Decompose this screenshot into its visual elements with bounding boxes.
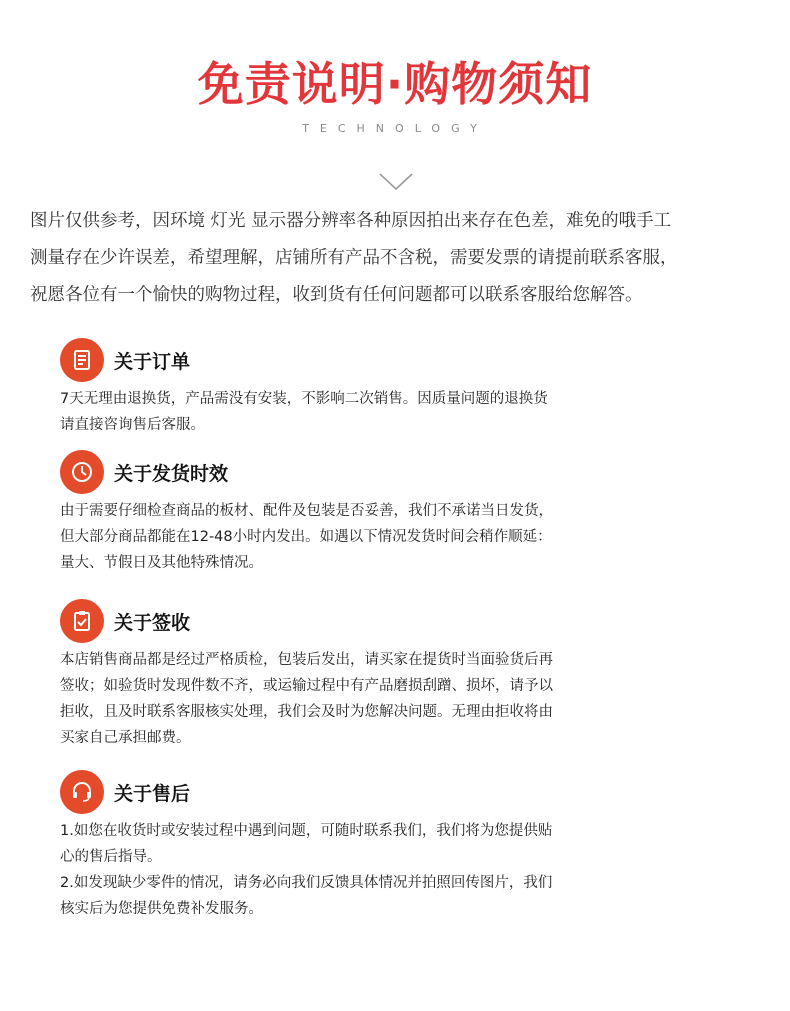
section-receipt: [60, 597, 700, 751]
section-line: 心的售后指导。: [60, 849, 162, 865]
section-line: 买家自己承担邮费。: [60, 730, 191, 746]
page-subtitle: TECHNOLOGY: [302, 122, 488, 135]
section-line: 2.如发现缺少零件的情况，请务必向我们反馈具体情况并拍照回传图片，我们: [60, 875, 553, 891]
section-shipping: [60, 448, 700, 576]
clipboard-check-icon: [60, 599, 104, 643]
section-body: [60, 647, 700, 751]
section-order: [60, 336, 700, 438]
section-line: 请直接咨询售后客服。: [60, 417, 205, 433]
section-line: 核实后为您提供免费补发服务。: [60, 901, 263, 917]
intro-line: 祝愿各位有一个愉快的购物过程，收到货有任何问题都可以联系客服给您解答。: [30, 285, 643, 305]
section-line: 1.如您在收货时或安装过程中遇到问题，可随时联系我们，我们将为您提供贴: [60, 823, 553, 839]
section-line: 由于需要仔细检查商品的板材、配件及包装是否妥善，我们不承诺当日发货，: [60, 503, 553, 519]
intro-line: 图片仅供参考，因环境 灯光 显示器分辨率各种原因拍出来存在色差，难免的哦手工: [30, 211, 672, 231]
section-line: 本店销售商品都是经过严格质检，包装后发出，请买家在提货时当面验货后再: [60, 652, 553, 668]
section-body: [60, 498, 700, 576]
chevron-down-icon: [378, 172, 414, 192]
section-aftersale: [60, 768, 700, 922]
section-title: 关于签收: [114, 611, 191, 634]
page-title: 免责说明·购物须知: [197, 57, 593, 111]
section-line: 量大、节假日及其他特殊情况。: [60, 555, 263, 571]
section-title: 关于售后: [114, 782, 191, 805]
section-line: 签收；如验货时发现件数不齐，或运输过程中有产品磨损刮蹭、损坏，请予以: [60, 678, 553, 694]
section-body: [60, 386, 700, 438]
section-line: 拒收，且及时联系客服核实处理，我们会及时为您解决问题。无理由拒收将由: [60, 704, 553, 720]
clock-icon: [60, 450, 104, 494]
section-title: 关于发货时效: [114, 462, 229, 485]
intro-text: [30, 203, 770, 314]
section-body: [60, 818, 700, 922]
intro-line: 测量存在少许误差，希望理解，店铺所有产品不含税，需要发票的请提前联系客服，: [30, 248, 678, 268]
document-list-icon: [60, 338, 104, 382]
section-title: 关于订单: [114, 350, 191, 373]
section-line: 7天无理由退换货，产品需没有安装，不影响二次销售。因质量问题的退换货: [60, 391, 548, 407]
headset-icon: [60, 770, 104, 814]
section-line: 但大部分商品都能在12-48小时内发出。如遇以下情况发货时间会稍作顺延：: [60, 529, 552, 545]
